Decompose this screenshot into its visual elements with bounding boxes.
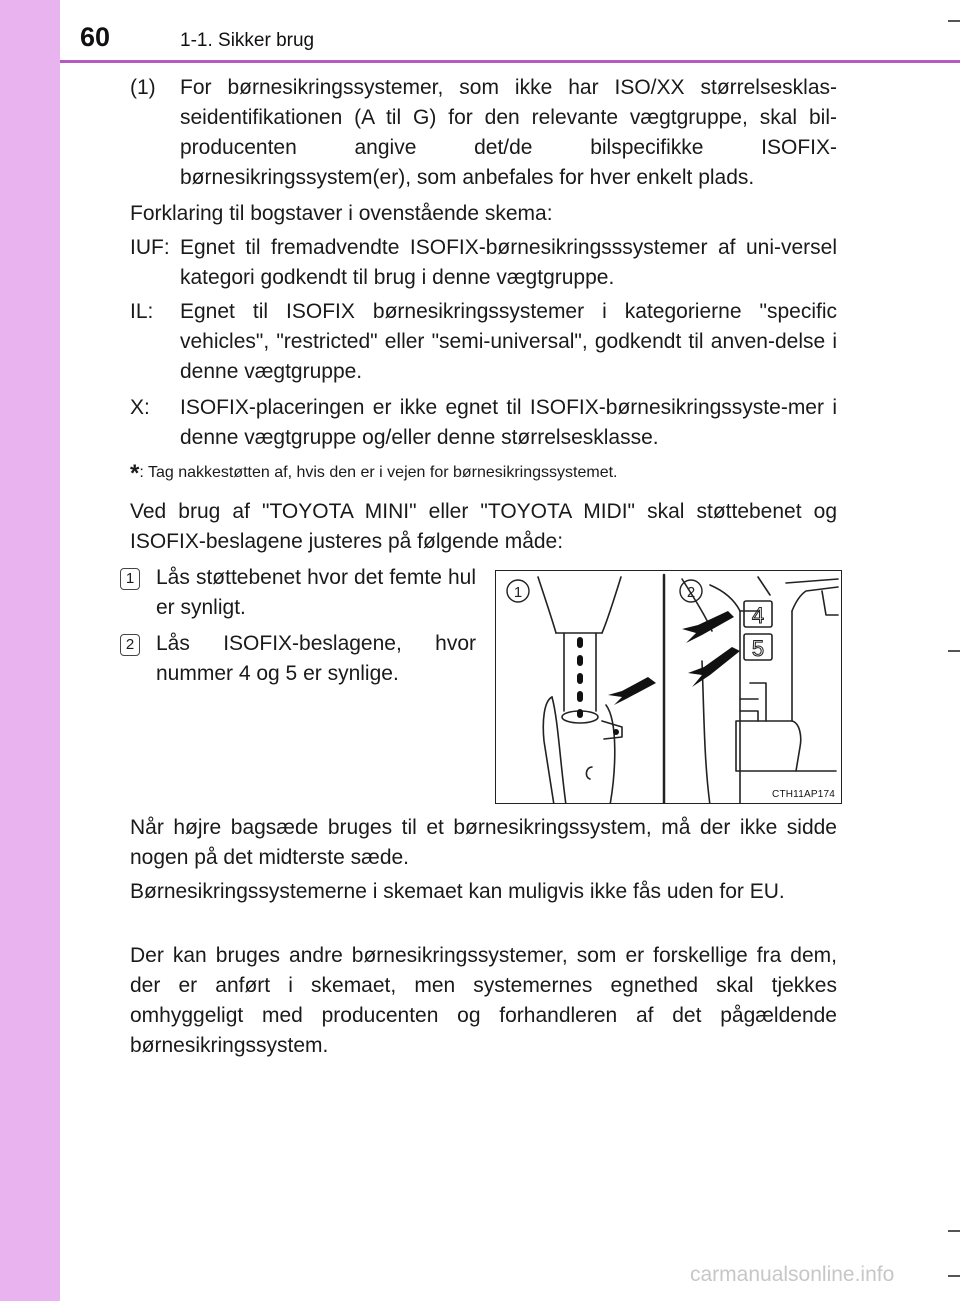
adjustment-illustration (495, 570, 842, 804)
legend-label: IUF: (130, 236, 170, 259)
page-number: 60 (80, 22, 111, 52)
note-item-1 (130, 73, 837, 193)
note-item-text: For børnesikringssystemer, som ikke har ISO/XX størrelsesklas-seidentifikationen (A til G) for den relevante vægtgruppe, skal bil-producenten angive det/de bilspecifikke ISOFIX-børnesikringssystem(er), som anbefales for hver enkelt plads. (180, 76, 837, 189)
paragraph-center-seat: Når højre bagsæde bruges til et børnesikringssystem, må der ikke sidde nogen på det midterste sæde. (130, 816, 837, 869)
position-mark-5: 5 (751, 636, 765, 661)
note-item-label: (1) (130, 76, 156, 99)
site-watermark: carmanualsonline.info (690, 1263, 895, 1286)
step-number-badge: 1 (120, 568, 140, 590)
margin-tick (948, 20, 960, 22)
section-title: 1-1. Sikker brug (180, 30, 315, 51)
figure-code: CTH11AP174 (772, 789, 835, 800)
step-text: Lås ISOFIX-beslagene, hvor nummer 4 og 5 er synlige. (156, 632, 476, 685)
legend-text: ISOFIX-placeringen er ikke egnet til ISOFIX-børnesikringssyste-mer i denne vægtgruppe og/eller denne størrelsesklasse. (180, 396, 837, 449)
legend-item-il (130, 297, 837, 387)
step-text: Lås støttebenet hvor det femte hul er synligt. (156, 566, 476, 619)
legend-text: Egnet til ISOFIX børnesikringssystemer i kategorierne "specific vehicles", "restricted" eller "semi-universal", godkendt til anven-delse i denne vægtgruppe. (180, 300, 837, 383)
footnote-text: : Tag nakkestøtten af, hvis den er i vejen for børnesikringssystemet. (139, 464, 618, 481)
callout-label-1: 1 (513, 584, 523, 601)
legend-item-x (130, 393, 837, 453)
margin-tick (948, 1230, 960, 1232)
callout-label-2: 2 (686, 584, 696, 601)
paragraph-other-systems: Der kan bruges andre børnesikringssystemer, som er forskellige fra dem, der er anført i skemaet, men systemernes egnethed skal tjekkes omhyggeligt med producenten og forhandleren af det pågældende børnesikringssystem. (130, 944, 837, 1057)
step-2 (120, 629, 476, 689)
legend-text: Egnet til fremadvendte ISOFIX-børnesikringsssystemer af uni-versel kategori godkendt til brug i denne vægtgruppe. (180, 236, 837, 289)
illustration-drawing (496, 571, 842, 804)
usage-intro: Ved brug af "TOYOTA MINI" eller "TOYOTA MIDI" skal støttebenet og ISOFIX-beslagene justeres på følgende måde: (130, 500, 837, 553)
header-rule (60, 60, 960, 63)
margin-tick (948, 1275, 960, 1277)
legend-label: IL: (130, 300, 154, 323)
step-number-badge: 2 (120, 634, 140, 656)
margin-tick (948, 650, 960, 652)
position-mark-4: 4 (751, 603, 765, 628)
legend-intro: Forklaring til bogstaver i ovenstående skema: (130, 202, 553, 225)
step-1 (120, 563, 476, 623)
side-color-strip (0, 0, 60, 1301)
legend-item-iuf (130, 233, 837, 293)
footnote-marker: * (130, 460, 140, 487)
legend-label: X: (130, 396, 150, 419)
paragraph-availability: Børnesikringssystemerne i skemaet kan muligvis ikke fås uden for EU. (130, 880, 785, 903)
footnote (130, 458, 617, 489)
